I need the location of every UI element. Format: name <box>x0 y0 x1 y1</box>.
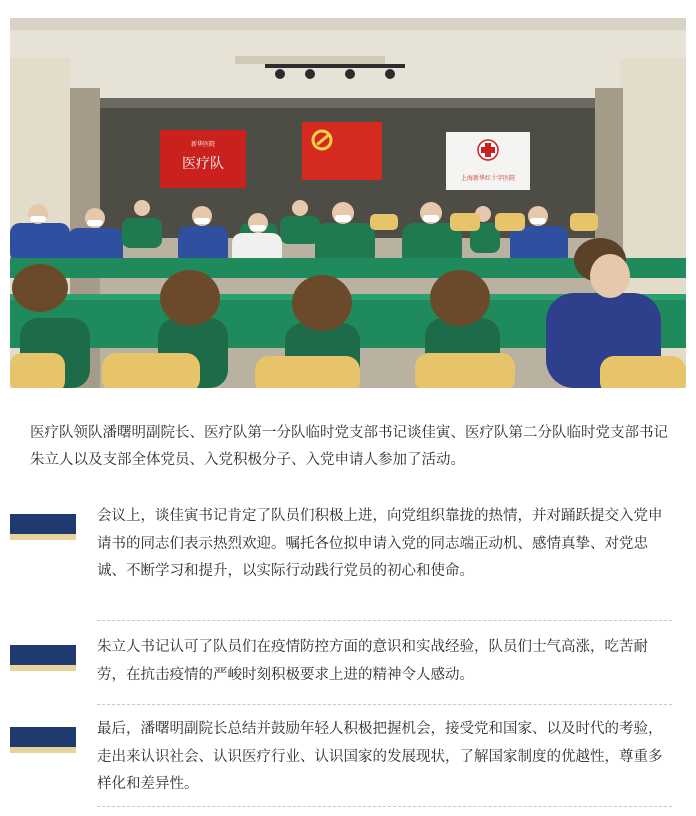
meeting-photo-illustration <box>10 18 686 388</box>
photo-caption: 医疗队领队潘曙明副院长、医疗队第一分队临时党支部书记谈佳寅、医疗队第二分队临时党支部书记朱立人以及支部全体党员、入党积极分子、入党申请人参加了活动。 <box>30 425 668 468</box>
svg-text:医疗队: 医疗队 <box>182 156 224 172</box>
party-flag <box>302 122 382 180</box>
svg-text:上海新华红十字医院: 上海新华红十字医院 <box>460 175 516 182</box>
section-marker <box>10 514 76 540</box>
svg-text:新华医院: 新华医院 <box>190 141 216 148</box>
meeting-photo <box>10 18 686 388</box>
section-3-text: 最后，潘曙明副院长总结并鼓励年轻人积极把握机会，接受党和国家、以及时代的考验，走出来认识社会、认识医疗行业、认识国家的发展现状，了解国家制度的优越性，尊重多样化和差异性。 <box>97 721 663 792</box>
section-2-text: 朱立人书记认可了队员们在疫情防控方面的意识和实战经验，队员们士气高涨，吃苦耐劳，在抗击疫情的严峻时刻积极要求上进的精神令人感动。 <box>97 639 648 683</box>
section-marker <box>10 727 76 753</box>
divider <box>97 704 672 705</box>
divider <box>97 806 672 807</box>
divider <box>97 620 672 621</box>
section-1-text: 会议上，谈佳寅书记肯定了队员们积极上进，向党组织靠拢的热情，并对踊跃提交入党申请书的同志们表示热烈欢迎。嘱托各位拟申请入党的同志端正动机、感情真挚、对党忠诚、不断学习和提升，以实际行动践行党员的初心和使命。 <box>97 508 663 579</box>
section-marker <box>10 645 76 671</box>
